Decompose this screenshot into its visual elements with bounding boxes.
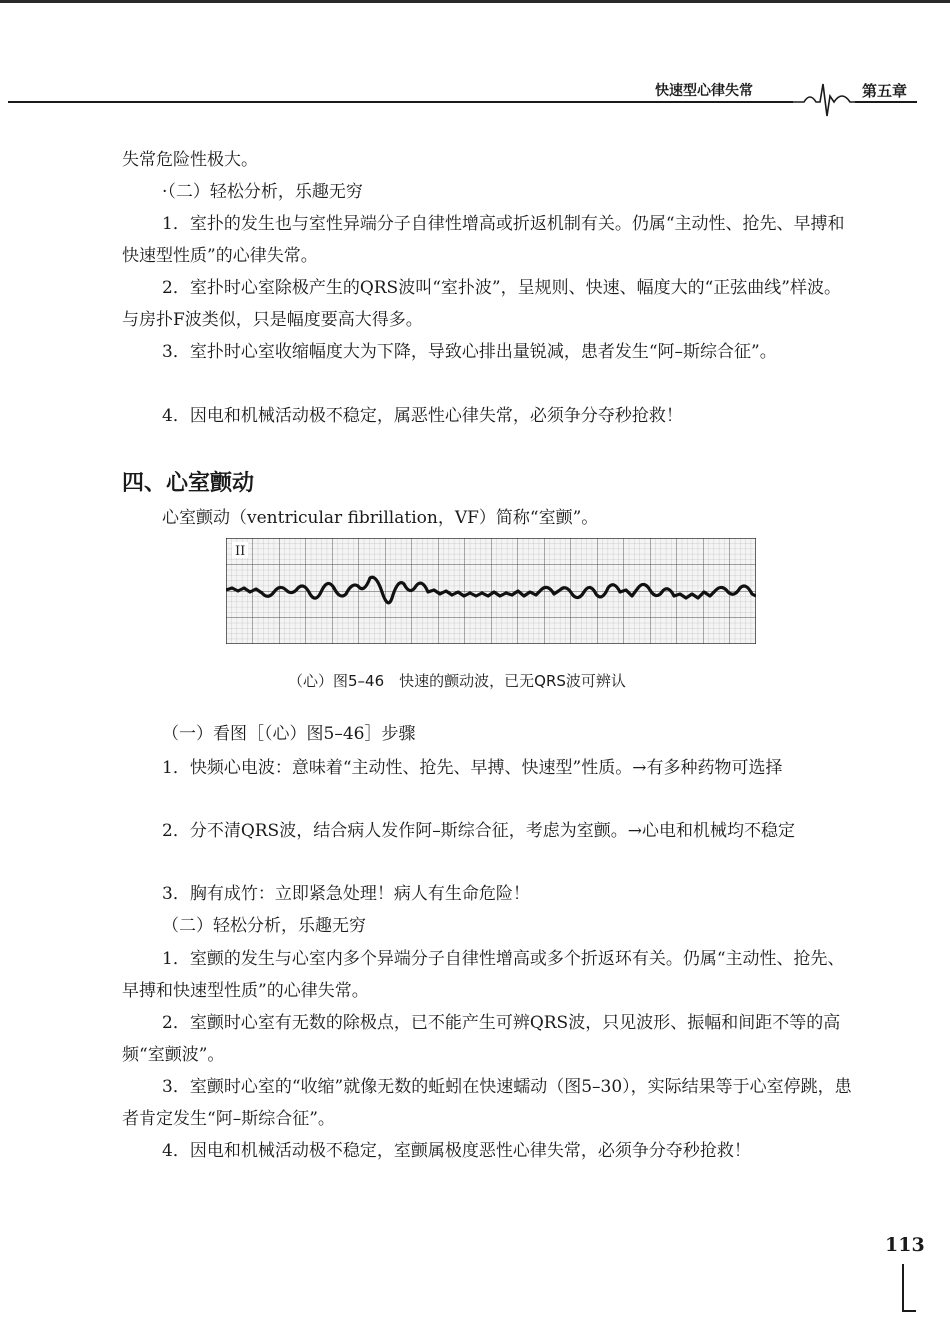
continued-paragraph: 失常危险性极大。 xyxy=(122,150,258,170)
page-number-rule-foot xyxy=(902,1310,916,1312)
flutter-item-3: 3．室扑时心室收缩幅度大为下降，导致心排出量锐减，患者发生“阿–斯综合征”。 xyxy=(162,342,777,362)
running-header-chapter: 第五章 xyxy=(862,82,908,100)
flutter-item-2: 2．室扑时心室除极产生的QRS波叫“室扑波”，呈规则、快速、幅度大的“正弦曲线”样波。与房扑F波类似，只是幅度要高大得多。 xyxy=(122,278,841,330)
ecg-strip-figure xyxy=(226,538,756,644)
vf-analysis-4: 4．因电和机械活动极不稳定，室颤属极度恶性心律失常，必须争分夺秒抢救！ xyxy=(162,1141,751,1161)
step-1: 1．快频心电波：意味着“主动性、抢先、早搏、快速型”性质。→有多种药物可选择 xyxy=(162,758,783,778)
flutter-item-4: 4．因电和机械活动极不稳定，属恶性心律失常，必须争分夺秒抢救！ xyxy=(162,406,683,426)
vf-analysis-3: 3．室颤时心室的“收缩”就像无数的蚯蚓在快速蠕动（图5–30），实际结果等于心室停跳，患者肯定发生“阿–斯综合征”。 xyxy=(122,1077,852,1129)
step-3: 3．胸有成竹：立即紧急处理！病人有生命危险！ xyxy=(162,884,530,904)
page-number-rule xyxy=(902,1264,904,1312)
figure-caption: （心）图5–46 快速的颤动波，已无QRS波可辨认 xyxy=(288,672,626,690)
header-rule xyxy=(8,101,793,103)
section-heading-vf: 四、心室颤动 xyxy=(122,471,255,496)
page-top-border xyxy=(0,0,950,3)
header-rule-right xyxy=(855,101,917,103)
running-header-title: 快速型心律失常 xyxy=(655,83,753,99)
flutter-item-1: 1．室扑的发生也与室性异端分子自律性增高或折返机制有关。仍属“主动性、抢先、早搏和快速型性质”的心律失常。 xyxy=(122,214,845,266)
vf-analysis-1: 1．室颤的发生与心室内多个异端分子自律性增高或多个折返环有关。仍属“主动性、抢先、早搏和快速型性质”的心律失常。 xyxy=(122,949,845,1001)
vf-intro: 心室颤动（ventricular fibrillation，VF）简称“室颤”。 xyxy=(162,508,599,528)
steps-heading: （一）看图［（心）图5–46］步骤 xyxy=(162,724,416,744)
flutter-analysis-heading: ·（二）轻松分析，乐趣无穷 xyxy=(162,182,363,202)
ecg-ornament-icon xyxy=(790,76,858,120)
step-2: 2．分不清QRS波，结合病人发作阿–斯综合征，考虑为室颤。→心电和机械均不稳定 xyxy=(162,821,795,841)
page-number: 113 xyxy=(885,1234,925,1256)
vf-analysis-2: 2．室颤时心室有无数的除极点，已不能产生可辨QRS波，只见波形、振幅和间距不等的高频“室颤波”。 xyxy=(122,1013,841,1065)
ecg-lead-label: II xyxy=(235,544,246,559)
vf-analysis-heading: （二）轻松分析，乐趣无穷 xyxy=(162,916,366,936)
